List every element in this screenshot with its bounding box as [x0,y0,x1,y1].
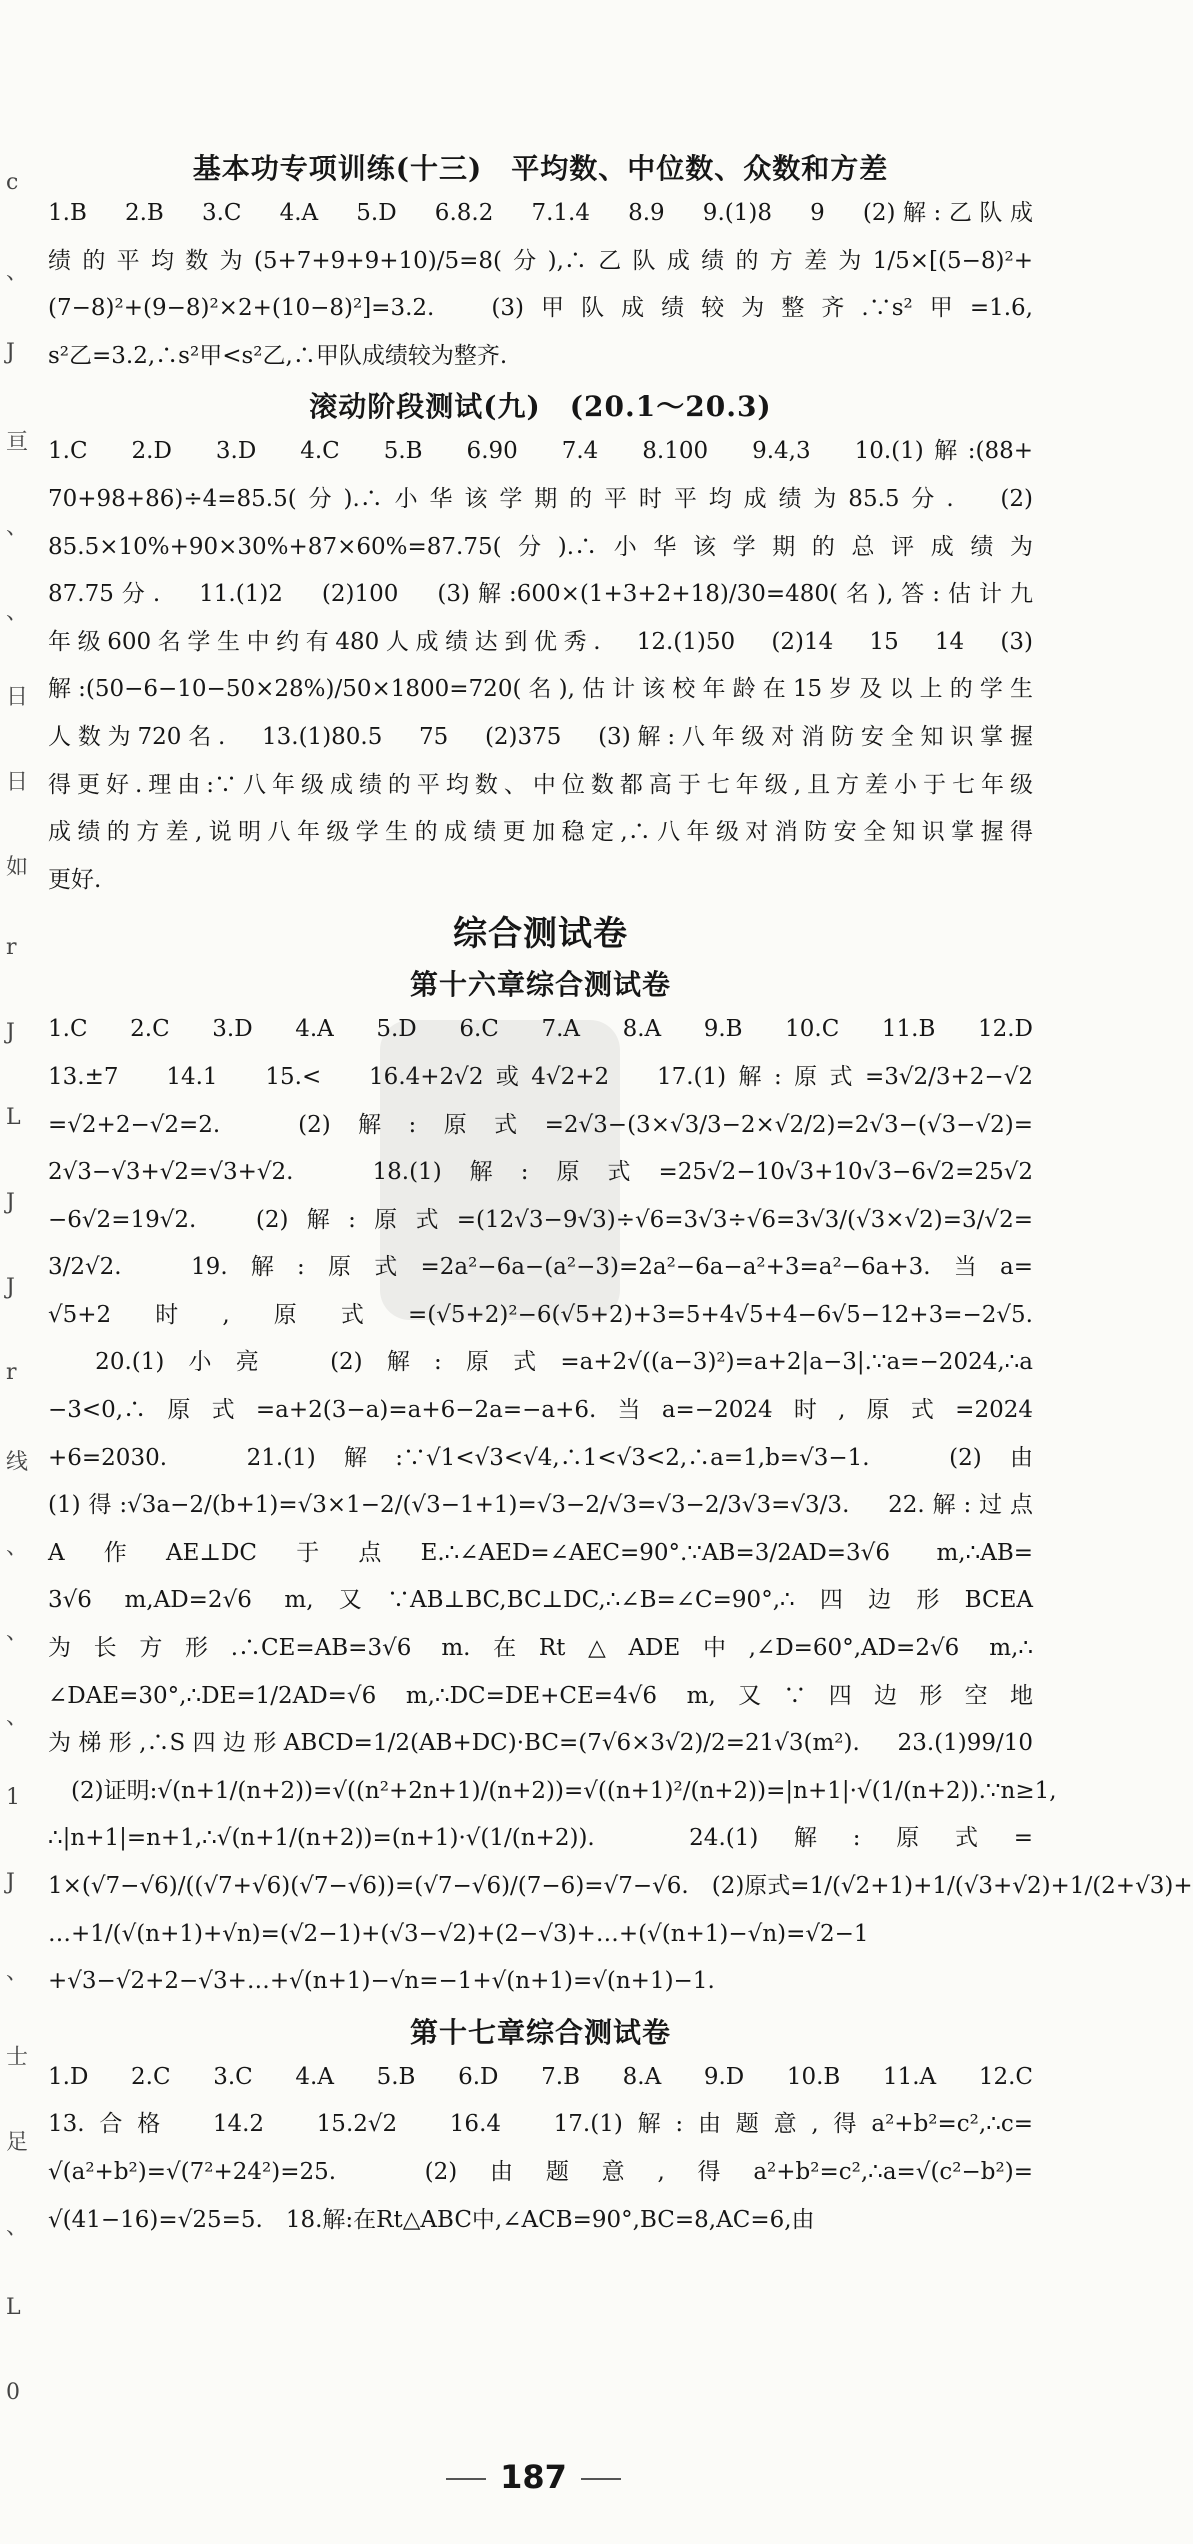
edge-mark: 士 [6,2045,29,2070]
text-line: 3/2√2. 19.解:原式=2a²−6a−(a²−3)=2a²−6a−a²+3=a²−6a+3.当a= [48,1254,1033,1281]
edge-mark: 亘 [6,430,29,455]
text-line: 成绩的方差,说明八年级学生的成绩更加稳定,∴八年级对消防安全知识掌握得 [48,819,1033,846]
text-line: 85.5×10%+90×30%+87×60%=87.75(分).∴小华该学期的总评成绩为 [48,533,1033,560]
text-line: 年级600名学生中约有480人成绩达到优秀. 12.(1)50 (2)14 15 14 (3) [48,628,1033,655]
answer-text [48,190,1033,380]
edge-mark: 日 [6,770,29,795]
edge-mark: 0 [6,2380,20,2405]
answer-text [48,1006,1193,2005]
text-line: 13.合格 14.2 15.2√2 16.4 17.(1)解:由题意,得a²+b²=c²,∴c= [48,2111,1033,2138]
text-line: 1.C 2.C 3.D 4.A 5.D 6.C 7.A 8.A 9.B 10.C 11.B 12.D [48,1016,1033,1043]
text-line: 20.(1)小亮 (2)解:原式=a+2√((a−3)²)=a+2|a−3|.∵a=−2024,∴a [48,1349,1033,1376]
section [48,148,1033,380]
text-line: 人数为720名. 13.(1)80.5 75 (2)375 (3)解:八年级对消防安全知识掌握 [48,723,1033,750]
edge-mark: J [6,1020,15,1045]
section [48,964,1193,2005]
section-title: 第十七章综合测试卷 [409,2015,671,2049]
edge-mark: J [6,1870,15,1895]
section [48,910,1033,958]
edge-mark: L [6,1105,21,1130]
text-line: 为长方形.∴CE=AB=3√6 m.在Rt△ADE中,∠D=60°,AD=2√6 m,∴ [48,1635,1033,1662]
text-line: (1)得:√3a−2/(b+1)=√3×1−2/(√3−1+1)=√3−2/√3=√3−2/3√3=√3/3. 22.解:过点 [48,1492,1033,1519]
text-line: −6√2=19√2. (2)解:原式=(12√3−9√3)÷√6=3√3÷√6=3√3/(√3×√2)=3/√2= [48,1206,1033,1233]
text-line: −3<0,∴原式=a+2(3−a)=a+6−2a=−a+6.当a=−2024时,原式=2024 [48,1397,1033,1424]
text-line: s²乙=3.2,∴s²甲<s²乙,∴甲队成绩较为整齐. [48,342,508,369]
page-number: 187 [0,2458,1067,2496]
text-line: 得更好.理由:∵八年级成绩的平均数、中位数都高于七年级,且方差小于七年级 [48,771,1033,798]
edge-mark: 、 [6,2215,29,2240]
edge-mark: 、 [6,1960,29,1985]
edge-mark: 、 [6,600,29,625]
text-line: 更好. [48,866,102,893]
edge-mark: 、 [6,1705,29,1730]
edge-mark: J [6,1190,15,1215]
edge-mark: J [6,340,15,365]
text-line: (7−8)²+(9−8)²×2+(10−8)²]=3.2. (3)甲队成绩较为整齐.∵s²甲=1.6, [48,295,1033,322]
edge-mark: 足 [6,2130,29,2155]
text-line: 1.B 2.B 3.C 4.A 5.D 6.8.2 7.1.4 8.9 9.(1)8 9 (2)解:乙队成 [48,200,1033,226]
text-line: √5+2时,原式=(√5+2)²−6(√5+2)+3=5+4√5+4−6√5−12+3=−2√5. [48,1301,1033,1328]
text-line: +√3−√2+2−√3+…+√(n+1)−√n=−1+√(n+1)=√(n+1)−1. [48,1968,715,1995]
edge-mark: r [6,935,17,960]
text-line: 绩的平均数为(5+7+9+9+10)/5=8(分),∴乙队成绩的方差为1/5×[(5−8)²+ [48,247,1033,274]
text-line: 解:(50−6−10−50×28%)/50×1800=720(名),估计该校年龄在15岁及以上的学生 [48,676,1033,703]
text-line: …+1/(√(n+1)+√n)=(√2−1)+(√3−√2)+(2−√3)+…+(√(n+1)−√n)=√2−1 [48,1920,869,1947]
text-line: (2)证明:√(n+1/(n+2))=√((n²+2n+1)/(n+2))=√((n+1)²/(n+2))=|n+1|·√(1/(n+2)).∵n≥1, [48,1777,1057,1804]
text-line: ∠DAE=30°,∴DE=1/2AD=√6 m,∴DC=DE+CE=4√6 m,又∵四边形空地 [48,1682,1033,1709]
edge-mark: 、 [6,1535,29,1560]
text-line: 1.C 2.D 3.D 4.C 5.B 6.90 7.4 8.100 9.4,3 10.(1)解:(88+ [48,438,1033,465]
edge-mark: c [6,170,19,195]
section [48,2012,1033,2244]
text-line: 13.±7 14.1 15.< 16.4+2√2或4√2+2 17.(1)解:原式=3√2/3+2−√2 [48,1063,1033,1090]
edge-mark: 日 [6,685,29,710]
text-line: 87.75分. 11.(1)2 (2)100 (3)解:600×(1+3+2+18)/30=480(名),答:估计九 [48,581,1033,608]
page-content [48,148,1193,2250]
section-title: 综合测试卷 [453,914,628,955]
text-line: 为梯形,∴S四边形ABCD=1/2(AB+DC)·BC=(7√6×3√2)/2=21√3(m²). 23.(1)99/10 [48,1730,1033,1757]
text-line: 1.D 2.C 3.C 4.A 5.B 6.D 7.B 8.A 9.D 10.B 11.A 12.C [48,2063,1033,2090]
text-line: =√2+2−√2=2. (2)解:原式=2√3−(3×√3/3−2×√2/2)=2√3−(√3−√2)= [48,1111,1033,1138]
edge-mark: 、 [6,515,29,540]
edge-mark: L [6,2295,21,2320]
text-line: A作AE⊥DC于点E.∴∠AED=∠AEC=90°.∵AB=3/2AD=3√6 m,∴AB= [48,1539,1033,1566]
section [48,386,1033,904]
section-title: 滚动阶段测试(九) (20.1～20.3) [309,390,772,424]
edge-mark: r [6,1360,17,1385]
text-line: 1×(√7−√6)/((√7+√6)(√7−√6))=(√7−√6)/(7−6)=√7−√6. (2)原式=1/(√2+1)+1/(√3+√2)+1/(2+√3)+ [48,1873,1193,1899]
edge-mark: 、 [6,1620,29,1645]
text-line: √(41−16)=√25=5. 18.解:在Rt△ABC中,∠ACB=90°,BC=8,AC=6,由 [48,2206,815,2233]
text-line: ∴|n+1|=n+1,∴√(n+1/(n+2))=(n+1)·√(1/(n+2)). 24.(1)解:原式= [48,1825,1033,1852]
edge-mark: 线 [6,1450,29,1475]
text-line: +6=2030. 21.(1)解:∵√1<√3<√4,∴1<√3<2,∴a=1,b=√3−1. (2)由 [48,1444,1033,1471]
text-line: 3√6 m,AD=2√6 m,又∵AB⊥BC,BC⊥DC,∴∠B=∠C=90°,∴四边形BCEA [48,1587,1033,1614]
answer-text [48,2054,1033,2244]
left-edge-fragments [0,0,40,2544]
section-title: 第十六章综合测试卷 [409,968,671,1002]
answer-text [48,428,1033,904]
text-line: √(a²+b²)=√(7²+24²)=25. (2)由题意,得a²+b²=c²,∴a=√(c²−b²)= [48,2158,1033,2185]
edge-mark: J [6,1275,15,1300]
edge-mark: 、 [6,260,29,285]
edge-mark: 如 [6,855,29,880]
text-line: 70+98+86)÷4=85.5(分).∴小华该学期的平时平均成绩为85.5分. (2) [48,485,1033,512]
section-title: 基本功专项训练(十三) 平均数、中位数、众数和方差 [192,152,889,185]
edge-mark: 1 [6,1785,20,1810]
text-line: 2√3−√3+√2=√3+√2. 18.(1)解:原式=25√2−10√3+10√3−6√2=25√2 [48,1159,1033,1186]
